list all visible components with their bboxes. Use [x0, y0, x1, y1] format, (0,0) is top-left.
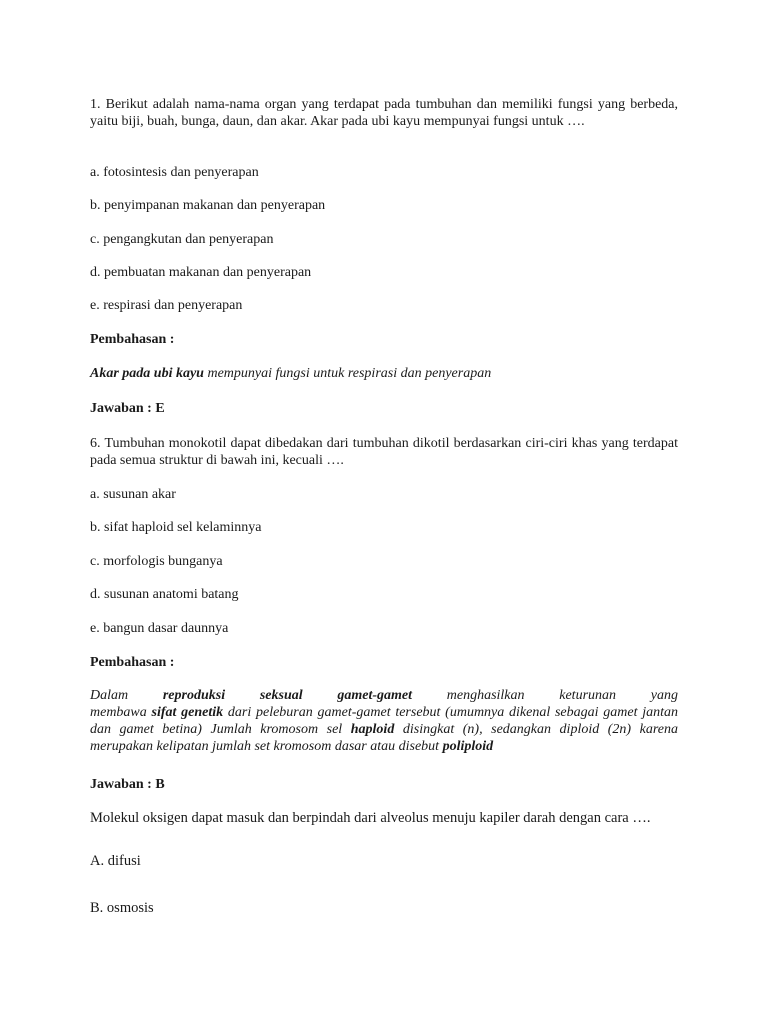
- q6-disc-part-2: dari peleburan gamet-gamet tersebut (umumnya dikenal sebagai gamet jantan dan gamet betina) Jumlah kromosom sel: [90, 705, 678, 737]
- q6-option-b: b. sifat haploid sel kelaminnya: [90, 520, 262, 535]
- q6-option-a: a. susunan akar: [90, 487, 176, 502]
- q6-disc-word-3: seksual: [259, 688, 303, 703]
- q6-disc-part-1: membawa: [90, 705, 152, 720]
- q6-disc-bold-3: poliploid: [442, 739, 494, 754]
- qnext-option-a: A. difusi: [90, 853, 141, 869]
- q6-disc-word-2: reproduksi: [162, 688, 226, 703]
- q6-disc-word-5: menghasilkan: [446, 688, 525, 703]
- q6-option-c: c. morfologis bunganya: [90, 554, 223, 569]
- qnext-option-b: B. osmosis: [90, 900, 154, 916]
- q6-disc-word-4: gamet-gamet: [337, 688, 413, 703]
- q6-discussion-heading: Pembahasan :: [90, 655, 175, 670]
- q1-discussion-bold: Akar pada ubi kayu: [90, 366, 204, 381]
- q6-option-e: e. bangun dasar daunnya: [90, 621, 229, 636]
- q6-disc-bold-1: sifat genetik: [151, 705, 224, 720]
- q6-disc-word-6: keturunan: [559, 688, 617, 703]
- q6-option-d: d. susunan anatomi batang: [90, 587, 239, 602]
- q1-answer: Jawaban : E: [90, 401, 165, 416]
- q1-discussion-rest: mempunyai fungsi untuk respirasi dan penyerapan: [203, 366, 492, 381]
- q6-discussion-body: [90, 704, 678, 755]
- q6-disc-word-7: yang: [650, 688, 678, 703]
- question-6-text: 6. Tumbuhan monokotil dapat dibedakan dari tumbuhan dikotil berdasarkan ciri-ciri khas yang terdapat pada semua struktur di bawah ini, kecuali ….: [90, 436, 678, 468]
- q6-answer: Jawaban : B: [90, 777, 165, 792]
- q1-option-d: d. pembuatan makanan dan penyerapan: [90, 265, 312, 280]
- q1-option-a: a. fotosintesis dan penyerapan: [90, 165, 259, 180]
- q6-discussion-text: [90, 687, 678, 755]
- q1-discussion-heading: Pembahasan :: [90, 332, 175, 347]
- q6-disc-word-1: Dalam: [90, 688, 129, 703]
- q6-discussion-first-line: [90, 687, 678, 704]
- question-1-text: 1. Berikut adalah nama-nama organ yang terdapat pada tumbuhan dan memiliki fungsi yang berbeda, yaitu biji, buah, bunga, daun, dan akar. Akar pada ubi kayu mempunyai fungsi untuk ….: [90, 97, 678, 129]
- q1-discussion-text: [90, 365, 678, 382]
- q1-option-b: b. penyimpanan makanan dan penyerapan: [90, 198, 326, 213]
- q6-disc-bold-2: haploid: [350, 722, 395, 737]
- q1-option-c: c. pengangkutan dan penyerapan: [90, 232, 274, 247]
- q1-option-e: e. respirasi dan penyerapan: [90, 298, 243, 313]
- question-next-text: Molekul oksigen dapat masuk dan berpindah dari alveolus menuju kapiler darah dengan cara ….: [90, 810, 651, 826]
- q6-disc-part-3: disingkat (n), sedangkan diploid (2n) karena merupakan kelipatan jumlah set kromosom dasar atau disebut: [90, 722, 678, 754]
